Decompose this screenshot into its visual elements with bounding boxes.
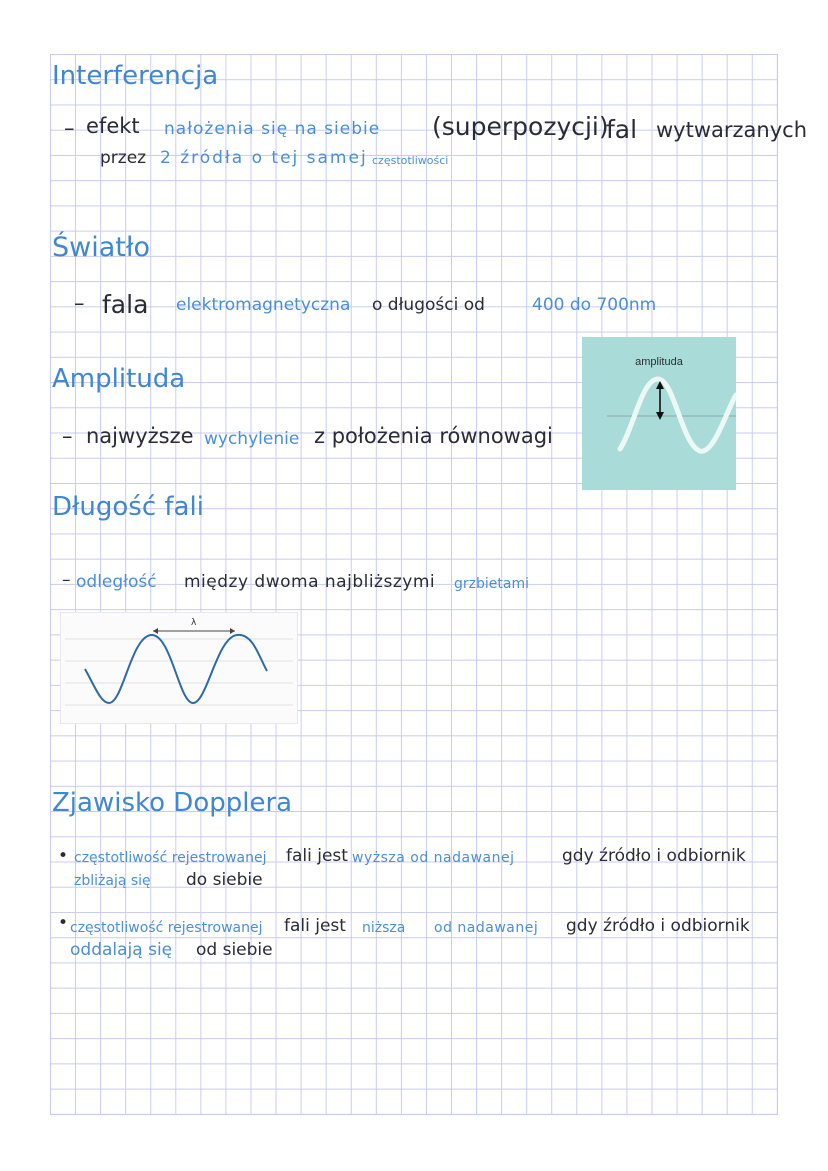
bullet: • [58, 913, 69, 933]
dash: – [62, 570, 71, 590]
text: fal [606, 115, 638, 144]
heading-swiatlo: Światło [52, 232, 151, 263]
text: grzbietami [454, 576, 529, 592]
text: od nadawanej [434, 920, 539, 936]
text: najwyższe [86, 424, 194, 448]
amplitude-image-label: amplituda [635, 356, 683, 368]
text: (superpozycji) [432, 112, 609, 141]
text: efekt [86, 114, 140, 138]
text: niższa [362, 920, 406, 936]
lambda-label: λ [191, 618, 197, 628]
heading-zjawisko-dopplera: Zjawisko Dopplera [52, 788, 293, 818]
text: nałożenia się na siebie [164, 119, 381, 139]
text: częstotliwość rejestrowanej [74, 850, 267, 866]
text: między dwoma najbliższymi [184, 572, 436, 592]
text: oddalają się [70, 940, 173, 960]
text: częstotliwości [372, 154, 449, 167]
dash: – [74, 291, 85, 315]
text: elektromagnetyczna [176, 295, 351, 315]
heading-amplituda: Amplituda [52, 364, 186, 394]
text: wytwarzanych [656, 118, 807, 142]
text: o długości od [372, 295, 485, 315]
text: przez [100, 148, 147, 168]
dash: – [64, 116, 75, 140]
text: 2 źródła o tej samej [160, 148, 368, 168]
amplitude-wave-icon [582, 337, 736, 490]
text: fali jest [284, 916, 346, 936]
text: fala [102, 290, 149, 319]
text: zbliżają się [74, 873, 151, 889]
amplitude-image [582, 337, 736, 490]
text: gdy źródło i odbiornik [566, 916, 750, 936]
wavelength-image [60, 612, 298, 724]
heading-dlugosc-fali: Długość fali [52, 492, 204, 522]
text: od siebie [196, 940, 273, 960]
text: 400 do 700nm [532, 295, 657, 315]
text: do siebie [186, 870, 263, 890]
dash: – [62, 424, 73, 448]
text: wychylenie [204, 429, 300, 449]
text: fali jest [286, 846, 348, 866]
wavelength-wave-icon [61, 613, 297, 723]
text: odległość [76, 572, 157, 592]
bullet: • [58, 846, 69, 866]
text: częstotliwość rejestrowanej [70, 920, 263, 936]
text: z położenia równowagi [314, 424, 553, 448]
text: wyższa od nadawanej [352, 850, 515, 866]
heading-interferencja: Interferencja [52, 61, 219, 91]
text: gdy źródło i odbiornik [562, 846, 746, 866]
